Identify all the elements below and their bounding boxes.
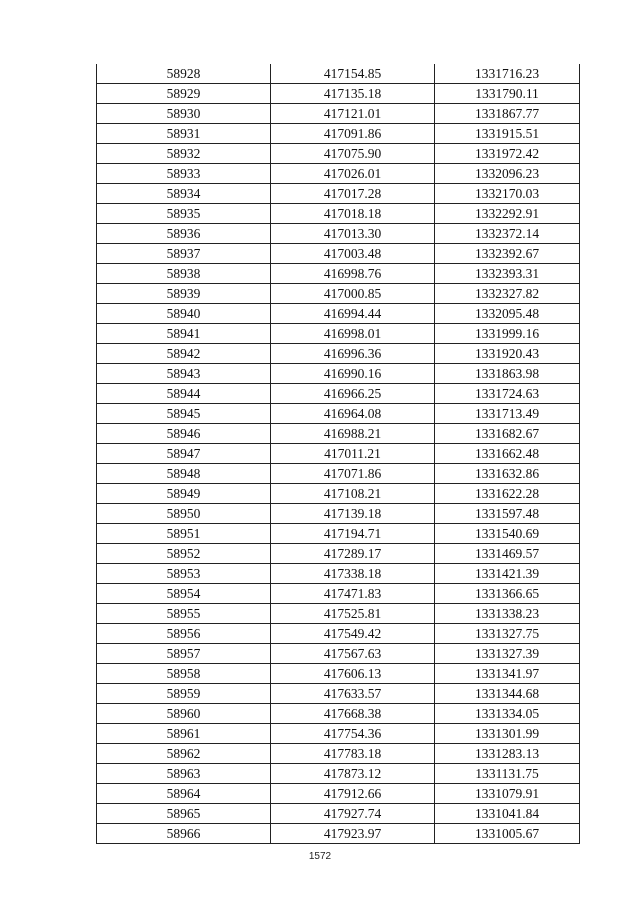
x-coordinate-cell: 417154.85 xyxy=(271,64,435,84)
point-id-cell: 58952 xyxy=(97,544,271,564)
y-coordinate-cell: 1331790.11 xyxy=(435,84,580,104)
table-row xyxy=(97,564,580,584)
point-id-cell: 58944 xyxy=(97,384,271,404)
point-id-cell: 58947 xyxy=(97,444,271,464)
x-coordinate-cell: 417194.71 xyxy=(271,524,435,544)
y-coordinate-cell: 1331716.23 xyxy=(435,64,580,84)
table-row xyxy=(97,704,580,724)
point-id-cell: 58939 xyxy=(97,284,271,304)
point-id-cell: 58942 xyxy=(97,344,271,364)
table-row xyxy=(97,824,580,844)
x-coordinate-cell: 417091.86 xyxy=(271,124,435,144)
x-coordinate-cell: 416998.01 xyxy=(271,324,435,344)
y-coordinate-cell: 1332392.67 xyxy=(435,244,580,264)
table-row xyxy=(97,104,580,124)
table-row xyxy=(97,84,580,104)
x-coordinate-cell: 417912.66 xyxy=(271,784,435,804)
table-row xyxy=(97,584,580,604)
x-coordinate-cell: 417121.01 xyxy=(271,104,435,124)
point-id-cell: 58936 xyxy=(97,224,271,244)
point-id-cell: 58951 xyxy=(97,524,271,544)
y-coordinate-cell: 1331421.39 xyxy=(435,564,580,584)
table-row xyxy=(97,604,580,624)
x-coordinate-cell: 417011.21 xyxy=(271,444,435,464)
y-coordinate-cell: 1331915.51 xyxy=(435,124,580,144)
y-coordinate-cell: 1331724.63 xyxy=(435,384,580,404)
point-id-cell: 58938 xyxy=(97,264,271,284)
x-coordinate-cell: 417567.63 xyxy=(271,644,435,664)
coordinate-table xyxy=(96,64,580,844)
x-coordinate-cell: 417026.01 xyxy=(271,164,435,184)
x-coordinate-cell: 416990.16 xyxy=(271,364,435,384)
x-coordinate-cell: 417471.83 xyxy=(271,584,435,604)
table-row xyxy=(97,364,580,384)
table-row xyxy=(97,164,580,184)
point-id-cell: 58959 xyxy=(97,684,271,704)
x-coordinate-cell: 417606.13 xyxy=(271,664,435,684)
y-coordinate-cell: 1332372.14 xyxy=(435,224,580,244)
x-coordinate-cell: 416966.25 xyxy=(271,384,435,404)
point-id-cell: 58963 xyxy=(97,764,271,784)
table-row xyxy=(97,724,580,744)
x-coordinate-cell: 417139.18 xyxy=(271,504,435,524)
table-row xyxy=(97,304,580,324)
x-coordinate-cell: 416964.08 xyxy=(271,404,435,424)
y-coordinate-cell: 1331682.67 xyxy=(435,424,580,444)
y-coordinate-cell: 1331632.86 xyxy=(435,464,580,484)
x-coordinate-cell: 417000.85 xyxy=(271,284,435,304)
y-coordinate-cell: 1331622.28 xyxy=(435,484,580,504)
point-id-cell: 58956 xyxy=(97,624,271,644)
y-coordinate-cell: 1331713.49 xyxy=(435,404,580,424)
table-row xyxy=(97,404,580,424)
y-coordinate-cell: 1331469.57 xyxy=(435,544,580,564)
table-row xyxy=(97,524,580,544)
table-row xyxy=(97,504,580,524)
point-id-cell: 58950 xyxy=(97,504,271,524)
point-id-cell: 58958 xyxy=(97,664,271,684)
table-row xyxy=(97,664,580,684)
table-row xyxy=(97,124,580,144)
x-coordinate-cell: 417549.42 xyxy=(271,624,435,644)
table-row xyxy=(97,544,580,564)
point-id-cell: 58932 xyxy=(97,144,271,164)
x-coordinate-cell: 417018.18 xyxy=(271,204,435,224)
point-id-cell: 58945 xyxy=(97,404,271,424)
table-row xyxy=(97,484,580,504)
point-id-cell: 58965 xyxy=(97,804,271,824)
y-coordinate-cell: 1331079.91 xyxy=(435,784,580,804)
x-coordinate-cell: 417108.21 xyxy=(271,484,435,504)
x-coordinate-cell: 416996.36 xyxy=(271,344,435,364)
x-coordinate-cell: 417525.81 xyxy=(271,604,435,624)
x-coordinate-cell: 417071.86 xyxy=(271,464,435,484)
point-id-cell: 58962 xyxy=(97,744,271,764)
x-coordinate-cell: 417338.18 xyxy=(271,564,435,584)
y-coordinate-cell: 1331005.67 xyxy=(435,824,580,844)
x-coordinate-cell: 417633.57 xyxy=(271,684,435,704)
x-coordinate-cell: 417923.97 xyxy=(271,824,435,844)
table-row xyxy=(97,804,580,824)
table-row xyxy=(97,244,580,264)
y-coordinate-cell: 1331131.75 xyxy=(435,764,580,784)
point-id-cell: 58964 xyxy=(97,784,271,804)
y-coordinate-cell: 1331920.43 xyxy=(435,344,580,364)
y-coordinate-cell: 1331540.69 xyxy=(435,524,580,544)
y-coordinate-cell: 1332096.23 xyxy=(435,164,580,184)
point-id-cell: 58961 xyxy=(97,724,271,744)
page-number: 1572 xyxy=(308,851,332,862)
x-coordinate-cell: 417017.28 xyxy=(271,184,435,204)
x-coordinate-cell: 416998.76 xyxy=(271,264,435,284)
point-id-cell: 58928 xyxy=(97,64,271,84)
table-row xyxy=(97,204,580,224)
table-row xyxy=(97,444,580,464)
point-id-cell: 58934 xyxy=(97,184,271,204)
x-coordinate-cell: 417754.36 xyxy=(271,724,435,744)
point-id-cell: 58941 xyxy=(97,324,271,344)
point-id-cell: 58957 xyxy=(97,644,271,664)
y-coordinate-cell: 1331334.05 xyxy=(435,704,580,724)
point-id-cell: 58948 xyxy=(97,464,271,484)
x-coordinate-cell: 417668.38 xyxy=(271,704,435,724)
point-id-cell: 58955 xyxy=(97,604,271,624)
table-row xyxy=(97,424,580,444)
point-id-cell: 58937 xyxy=(97,244,271,264)
y-coordinate-cell: 1331863.98 xyxy=(435,364,580,384)
point-id-cell: 58960 xyxy=(97,704,271,724)
y-coordinate-cell: 1331597.48 xyxy=(435,504,580,524)
table-row xyxy=(97,464,580,484)
table-row xyxy=(97,764,580,784)
point-id-cell: 58966 xyxy=(97,824,271,844)
y-coordinate-cell: 1332095.48 xyxy=(435,304,580,324)
table-row xyxy=(97,644,580,664)
y-coordinate-cell: 1331327.75 xyxy=(435,624,580,644)
x-coordinate-cell: 417927.74 xyxy=(271,804,435,824)
table-row xyxy=(97,64,580,84)
y-coordinate-cell: 1332292.91 xyxy=(435,204,580,224)
table-row xyxy=(97,284,580,304)
x-coordinate-cell: 417003.48 xyxy=(271,244,435,264)
point-id-cell: 58943 xyxy=(97,364,271,384)
table-row xyxy=(97,744,580,764)
y-coordinate-cell: 1331366.65 xyxy=(435,584,580,604)
point-id-cell: 58953 xyxy=(97,564,271,584)
y-coordinate-cell: 1332393.31 xyxy=(435,264,580,284)
y-coordinate-cell: 1331338.23 xyxy=(435,604,580,624)
table-row xyxy=(97,784,580,804)
table-row xyxy=(97,184,580,204)
point-id-cell: 58940 xyxy=(97,304,271,324)
table-row xyxy=(97,684,580,704)
y-coordinate-cell: 1331867.77 xyxy=(435,104,580,124)
x-coordinate-cell: 417013.30 xyxy=(271,224,435,244)
point-id-cell: 58949 xyxy=(97,484,271,504)
table-row xyxy=(97,324,580,344)
point-id-cell: 58946 xyxy=(97,424,271,444)
point-id-cell: 58931 xyxy=(97,124,271,144)
x-coordinate-cell: 417075.90 xyxy=(271,144,435,164)
x-coordinate-cell: 416988.21 xyxy=(271,424,435,444)
x-coordinate-cell: 417873.12 xyxy=(271,764,435,784)
y-coordinate-cell: 1331301.99 xyxy=(435,724,580,744)
x-coordinate-cell: 417135.18 xyxy=(271,84,435,104)
table-row xyxy=(97,384,580,404)
y-coordinate-cell: 1331972.42 xyxy=(435,144,580,164)
point-id-cell: 58935 xyxy=(97,204,271,224)
x-coordinate-cell: 417783.18 xyxy=(271,744,435,764)
point-id-cell: 58954 xyxy=(97,584,271,604)
table-row xyxy=(97,624,580,644)
y-coordinate-cell: 1332327.82 xyxy=(435,284,580,304)
table-row xyxy=(97,144,580,164)
point-id-cell: 58929 xyxy=(97,84,271,104)
y-coordinate-cell: 1331341.97 xyxy=(435,664,580,684)
y-coordinate-cell: 1331327.39 xyxy=(435,644,580,664)
table-row xyxy=(97,344,580,364)
point-id-cell: 58930 xyxy=(97,104,271,124)
point-id-cell: 58933 xyxy=(97,164,271,184)
y-coordinate-cell: 1331999.16 xyxy=(435,324,580,344)
y-coordinate-cell: 1331662.48 xyxy=(435,444,580,464)
x-coordinate-cell: 417289.17 xyxy=(271,544,435,564)
y-coordinate-cell: 1331283.13 xyxy=(435,744,580,764)
coordinate-table-body xyxy=(97,64,580,844)
table-row xyxy=(97,264,580,284)
table-row xyxy=(97,224,580,244)
x-coordinate-cell: 416994.44 xyxy=(271,304,435,324)
y-coordinate-cell: 1331041.84 xyxy=(435,804,580,824)
y-coordinate-cell: 1331344.68 xyxy=(435,684,580,704)
y-coordinate-cell: 1332170.03 xyxy=(435,184,580,204)
